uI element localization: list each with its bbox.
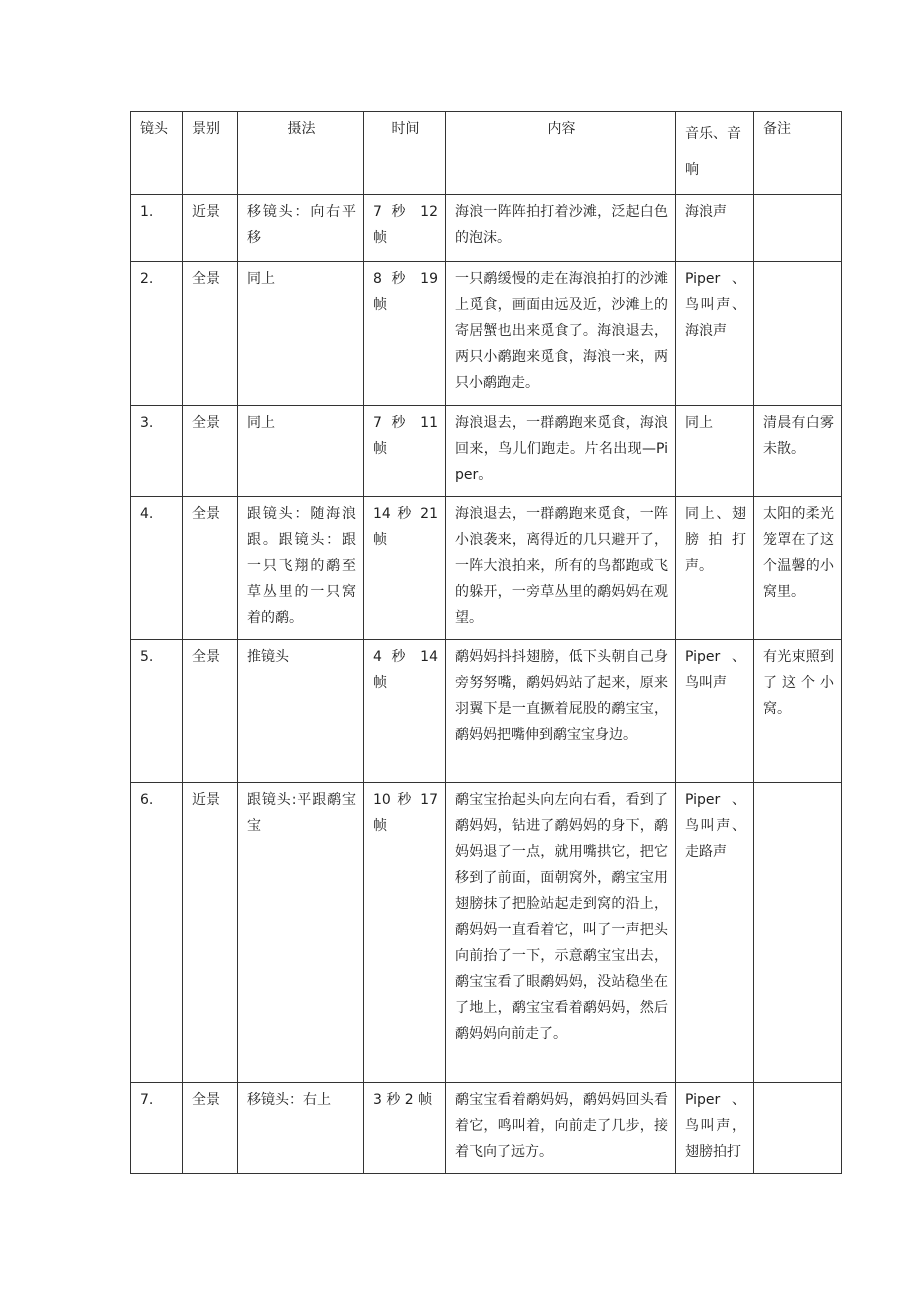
cell-time: 7 秒 12 帧: [364, 195, 446, 262]
cell-scale: 全景: [183, 406, 238, 497]
cell-content: 海浪退去，一群鹬跑来觅食，一阵小浪袭来，离得近的几只避开了，一阵大浪拍来，所有的鸟都跑或飞的躲开，一旁草丛里的鹬妈妈在观望。: [446, 497, 676, 640]
table-row: [131, 640, 842, 783]
cell-note: [754, 783, 842, 1083]
cell-technique: 跟镜头：随海浪跟。跟镜头：跟一只飞翔的鹬至草丛里的一只窝着的鹬。: [238, 497, 364, 640]
cell-content: 鹬宝宝看着鹬妈妈，鹬妈妈回头看着它，鸣叫着，向前走了几步，接着飞向了远方。: [446, 1083, 676, 1174]
cell-content: 一只鹬缓慢的走在海浪拍打的沙滩上觅食，画面由远及近，沙滩上的寄居蟹也出来觅食了。海浪退去，两只小鹬跑来觅食，海浪一来，两只小鹬跑走。: [446, 262, 676, 406]
cell-content: 鹬宝宝抬起头向左向右看，看到了鹬妈妈，钻进了鹬妈妈的身下，鹬妈妈退了一点，就用嘴拱它，把它移到了前面，面朝窝外，鹬宝宝用翅膀抹了把脸站起走到窝的沿上，鹬妈妈一直看着它，叫了一声把头向前抬了一下，示意鹬宝宝出去，鹬宝宝看了眼鹬妈妈，没站稳坐在了地上，鹬宝宝看着鹬妈妈，然后鹬妈妈向前走了。: [446, 783, 676, 1083]
cell-scale: 近景: [183, 195, 238, 262]
cell-note: 太阳的柔光笼罩在了这个温馨的小窝里。: [754, 497, 842, 640]
cell-time: 8 秒 19 帧: [364, 262, 446, 406]
cell-sound: 同上: [676, 406, 754, 497]
cell-time: 10 秒 17 帧: [364, 783, 446, 1083]
cell-technique: 同上: [238, 262, 364, 406]
table-header-row: [131, 112, 842, 195]
cell-sound: 同上、翅膀拍打声。: [676, 497, 754, 640]
cell-shot: 3.: [131, 406, 183, 497]
cell-technique: 推镜头: [238, 640, 364, 783]
cell-shot: 4.: [131, 497, 183, 640]
header-shot: 镜头: [131, 112, 183, 195]
cell-shot: 2.: [131, 262, 183, 406]
cell-scale: 全景: [183, 640, 238, 783]
header-content: 内容: [446, 112, 676, 195]
cell-technique: 移镜头：向右平移: [238, 195, 364, 262]
cell-content: 海浪一阵阵拍打着沙滩，泛起白色的泡沫。: [446, 195, 676, 262]
cell-content: 鹬妈妈抖抖翅膀，低下头朝自己身旁努努嘴，鹬妈妈站了起来，原来羽翼下是一直撅着屁股的鹬宝宝，鹬妈妈把嘴伸到鹬宝宝身边。: [446, 640, 676, 783]
cell-note: 清晨有白雾未散。: [754, 406, 842, 497]
cell-time: 4 秒 14 帧: [364, 640, 446, 783]
cell-scale: 全景: [183, 1083, 238, 1174]
cell-scale: 全景: [183, 262, 238, 406]
cell-technique: 同上: [238, 406, 364, 497]
cell-time: 3 秒 2 帧: [364, 1083, 446, 1174]
cell-sound: Piper、鸟叫声、走路声: [676, 783, 754, 1083]
cell-sound: Piper、鸟叫声: [676, 640, 754, 783]
header-scale: 景别: [183, 112, 238, 195]
cell-scale: 全景: [183, 497, 238, 640]
cell-shot: 7.: [131, 1083, 183, 1174]
cell-technique: 跟镜头:平跟鹬宝宝: [238, 783, 364, 1083]
table-row: [131, 195, 842, 262]
cell-note: [754, 262, 842, 406]
cell-time: 14 秒 21 帧: [364, 497, 446, 640]
cell-sound: Piper、鸟叫声、海浪声: [676, 262, 754, 406]
cell-note: [754, 195, 842, 262]
cell-shot: 1.: [131, 195, 183, 262]
table-row: [131, 783, 842, 1083]
cell-scale: 近景: [183, 783, 238, 1083]
cell-sound: 海浪声: [676, 195, 754, 262]
header-technique: 摄法: [238, 112, 364, 195]
cell-time: 7 秒 11 帧: [364, 406, 446, 497]
table-row: [131, 406, 842, 497]
cell-content: 海浪退去，一群鹬跑来觅食，海浪回来，鸟儿们跑走。片名出现—Piper。: [446, 406, 676, 497]
cell-shot: 5.: [131, 640, 183, 783]
header-note: 备注: [754, 112, 842, 195]
table-row: [131, 497, 842, 640]
storyboard-table: [130, 111, 842, 1174]
cell-technique: 移镜头：右上: [238, 1083, 364, 1174]
cell-sound: Piper、鸟叫声，翅膀拍打: [676, 1083, 754, 1174]
cell-note: [754, 1083, 842, 1174]
header-sound: 音乐、音响: [676, 112, 754, 195]
cell-shot: 6.: [131, 783, 183, 1083]
table-row: [131, 262, 842, 406]
header-time: 时间: [364, 112, 446, 195]
cell-note: 有光束照到了这个小窝。: [754, 640, 842, 783]
table-row: [131, 1083, 842, 1174]
